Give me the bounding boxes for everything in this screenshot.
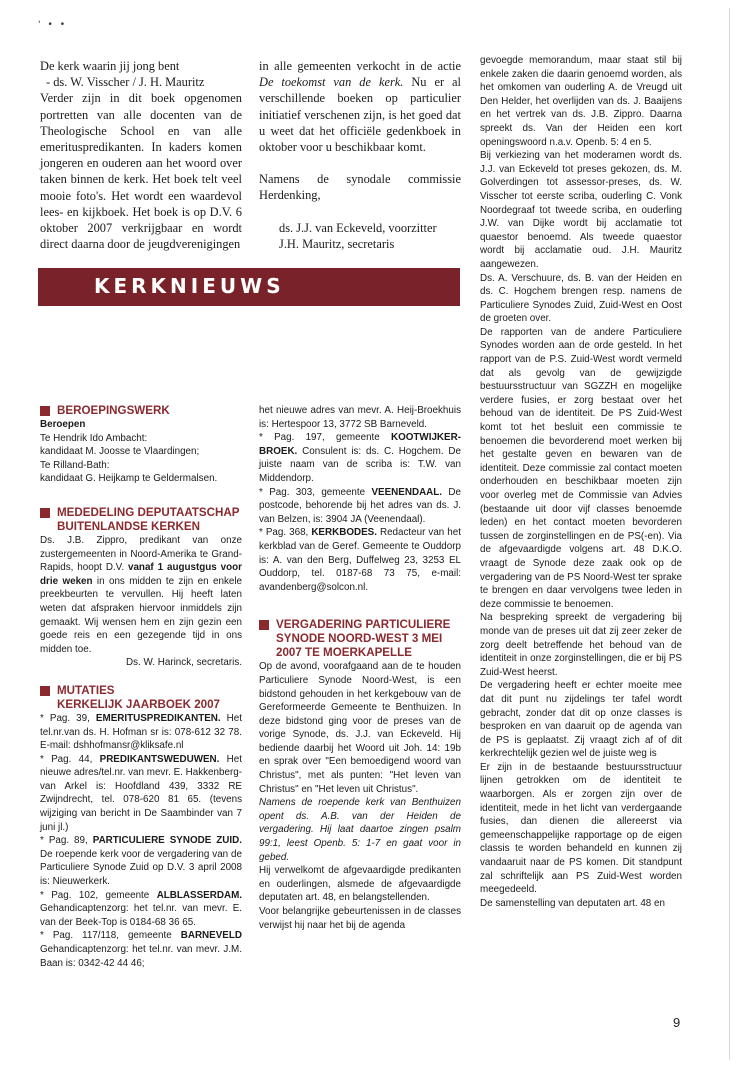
beroepen-line: Te Hendrik Ido Ambacht: [40,432,148,444]
beroepen-subtitle: Beroepen [40,419,86,430]
synode-paragraph: Hij verwelkomt de afgevaardigde predikanten en ouderlingen, alsmede de afgevaardigde deputaten art. 48, en belangstellenden. [259,865,461,904]
section-beroepingswerk: BEROEPINGSWERK [40,404,242,418]
deputaatschap-text: Ds. J.B. Zippro, predikant van onze zustergemeenten in Noord-Amerika te Grand-Rapids, hoopt D.V. vanaf 1 augustgus voor drie weken in ons midden te zijn en enkele preekbeurten te vervullen. Hij heeft laten weten dat afspraken hiervoor inmiddels zijn gemaakt. Wij wensen hem en zijn gezin een goede reis en een gezegende tijd in ons midden toe. [40,534,242,655]
beroepen-line: kandidaat M. Joosse te Vlaardingen; [40,446,200,458]
synode-paragraph: Voor belangrijke gebeurtenissen in de classes verwijst hij naar het bij de agenda [259,906,461,931]
section-synode-vergadering: VERGADERING PARTICULIERE SYNODE NOORD-WEST 3 MEI 2007 TE MOERKAPELLE [259,618,461,660]
scan-marks: '•• [38,20,73,30]
book-description: Verder zijn in dit boek opgenomen portretten van alle docenten van de Theologische School en van alle emerituspredikanten. In kaders komen jongeren en ouderen aan het woord over taken binnen de kerk. Het boek telt veel mooie foto's. Het wordt een waardevol lees- en kijkboek. Het boek is op D.V. 6 oktober 2007 verkrijgbaar en wordt direct daarna door de jeugdverenigingen [40,91,242,252]
column3-paragraph: De rapporten van de andere Particuliere Synodes worden aan de orde gesteld. In het rapport van de P.S. Zuid-West wordt vermeld dat als gevolg van de gewijzigde bestuursstructuur van SGZZH en mogelijke verdere fusies, er zorg bestaat over het behoud van de identiteit. De PS Zuid-West komt tot het besluit een commissie te benoemen die bevorderend moet werken bij het gestalte geven en bewaren van de identiteit. Deze commissie zal contact moeten onderhouden en beschikbaar moeten zijn voor overleg met de Commissie van Advies (bestaande uit door vijf classes benoemde leden) en het contact moeten bevorderen tussen de zorginstellingen en de PS(-en). Via de afgevaardigde volgens art. 48 D.K.O. vraagt de Synode deze zaak ook op de vergadering van de PS Noord-West ter sprake te brengen en daar vervolgens twee leden in deze commissie te benoemen. [480,326,682,610]
beroepen-line: kandidaat G. Heijkamp te Geldermalsen. [40,473,218,485]
section-deputaatschap: MEDEDELING DEPUTAATSCHAP BUITENLANDSE KERKEN [40,506,242,534]
page-number: 9 [673,1015,681,1030]
signature-secretary: J.H. Mauritz, secretaris [279,236,395,251]
column3-paragraph: gevoegde memorandum, maar staat stil bij enkele zaken die daarin genoemd worden, als het omkomen van ouderling A. de Vreugd uit Den Helder, het overlijden van ds. J. Baaijens en het vertrek van ds. J.B. Zippro. Daarna spreekt ds. Van der Heiden een kort openingswoord n.a.v. Openb. 5: 4 en 5. [480,55,682,148]
column3-paragraph: Ds. A. Verschuure, ds. B. van der Heiden en ds. C. Hogchem brengen resp. namens de Particuliere Synodes Zuid, Zuid-West en Oost de groeten over. [480,272,682,325]
signature-chair: ds. J.J. van Eckeveld, voorzitter [279,220,437,235]
synode-paragraph-italic: Namens de roepende kerk van Benthuizen opent ds. A.B. van der Heiden de vergadering. Hij laat daartoe zingen psalm 99:1, leest Openb. 5: 1-7 en gaat voor in gebed. [259,797,461,863]
news-column-1 [40,404,242,970]
column3-paragraph: Bij verkiezing van het moderamen wordt ds. J.J. van Eckeveld tot preses gekozen, ds. M. Golverdingen tot assessor-preses, ds. W. Visscher tot eerste scriba, ouderling C. Vonk Noordegraaf tot tweede scriba, en ouderling J.W. van Dijke wordt bij acclamatie tot quaestor benoemd. Als tweede quaestor wordt bij acclamatie oud. J.H. Mauritz aangewezen. [480,150,682,270]
mutatie-item: * Pag. 368, KERKBODES. Redacteur van het kerkblad van de Geref. Gemeente te Ouddorp is: A. van den Berg, Duffelweg 23, 3253 EL Ouddorp, tel. 0187-68 73 75, e-mail: avandenberg@solcon.nl. [259,527,461,593]
square-bullet-icon [40,686,50,696]
mutatie-continued: het nieuwe adres van mevr. A. Heij-Broekhuis is: Hertespoor 13, 3772 SB Barneveld. [259,405,461,430]
news-column-2 [259,404,461,932]
mutatie-item: * Pag. 303, gemeente VEENENDAAL. De postcode, behorende bij het adres van ds. J. van Belzen, is: 3904 JA (Veenendaal). [259,486,461,525]
mutatie-item: * Pag. 89, PARTICULIERE SYNODE ZUID. De roepende kerk voor de vergadering van de Particuliere Synode Zuid op D.V. 3 april 2008 is: Nieuwerkerk. [40,835,242,888]
banner-title: KERKNIEUWS [94,274,285,298]
column3-paragraph: Er zijn in de bestaande bestuursstructuur lijnen getrokken om de identiteit te waarborgen. Als er zorgen zijn over de identiteit, mede in het licht van verdergaande fusies, dan dienen die allereerst via gemeenschappelijke rapportage op de eigen classis te worden behandeld en kunnen zij vandaaruit naar de PS komen. Dit standpunt zal schriftelijk aan PS Zuid-West worden meegedeeld. [480,761,682,896]
mutatie-item: * Pag. 44, PREDIKANTSWEDUWEN. Het nieuwe adres/tel.nr. van mevr. E. Hakkenberg-van Arkel is: Hoofdland 439, 3332 RE Zwijndrecht, tel. 078-620 81 65. (tevens wijziging van bericht in De Saambinder van 7 juni jl.) [40,753,242,833]
commission-sign-intro: Namens de synodale commissie Herdenking, [259,172,461,203]
synode-paragraph: Op de avond, voorafgaand aan de te houden Particuliere Synode Noord-West, is een bidstond gehouden in het kerkgebouw van de Gereformeerde Gemeente te Benthuizen. In deze bidstond ging voor de preses van de vorige Synode, ds. J.J. van Eckeveld. Hij bediende daarbij het Woord uit Joh. 14: 19b en sprak over "Een bemoedigend woord van Christus", met als punten: "Het leven van Christus" en "Het leven uit Christus". [259,661,461,795]
news-column-3 [480,54,682,910]
square-bullet-icon [40,508,50,518]
top-left-column [40,58,242,252]
scan-edge-line [729,8,730,1060]
column3-paragraph: De samenstelling van deputaten art. 48 en [480,897,665,909]
mutatie-item: * Pag. 39, EMERITUSPREDIKANTEN. Het tel.nr.van ds. H. Hofman sr is: 078-612 32 78. E-mail: dshhofmansr@kliksafe.nl [40,712,242,752]
column3-paragraph: Na bespreking spreekt de vergadering bij monde van de preses uit dat zij zeer zeker de zorg deelt betreffende het behoud van de identiteit in onze zorginstellingen, die er bij PS Zuid-West heerst. [480,612,682,678]
book-title-line: De kerk waarin jij jong bent [40,59,180,73]
mutatie-item: * Pag. 117/118, gemeente BARNEVELD Gehandicaptenzorg: het tel.nr. van mevr. J.M. Baan is: 0342-42 44 46; [40,930,242,969]
square-bullet-icon [40,406,50,416]
deputaatschap-signature: Ds. W. Harinck, secretaris. [126,657,242,669]
mutatie-item: * Pag. 102, gemeente ALBLASSERDAM. Gehandicaptenzorg: het tel.nr. van mevr. E. van der Beek-Top is 0184-68 36 65. [40,889,242,928]
book-author-line: - ds. W. Visscher / J. H. Mauritz [46,75,205,90]
mutatie-item: * Pag. 197, gemeente KOOTWIJKER-BROEK. Consulent is: ds. C. Hogchem. De juiste naam van de scriba is: T.W. van Middendorp. [259,432,461,484]
square-bullet-icon [259,620,269,630]
top-mid-column [259,58,461,252]
commission-text: in alle gemeenten verkocht in de actie De toekomst van de kerk. Nu er al verschillende boeken op particulier initiatief verschenen zijn, is het goed dat u weet dat het officiële gedenkboek in oktober voor u beschikbaar komt. [259,59,461,155]
section-mutaties: MUTATIES KERKELIJK JAARBOEK 2007 [40,684,242,712]
beroepen-line: Te Rilland-Bath: [40,459,110,471]
column3-paragraph: De vergadering heeft er echter moeite mee dat dit punt nu zijdelings ter tafel wordt gebracht, zonder dat dit op onze classes is besproken en van daaruit op de agenda van de PS is geplaatst. Zij vraagt zich af of dit kerkrechtelijk gezien wel de juiste weg is [480,680,682,760]
